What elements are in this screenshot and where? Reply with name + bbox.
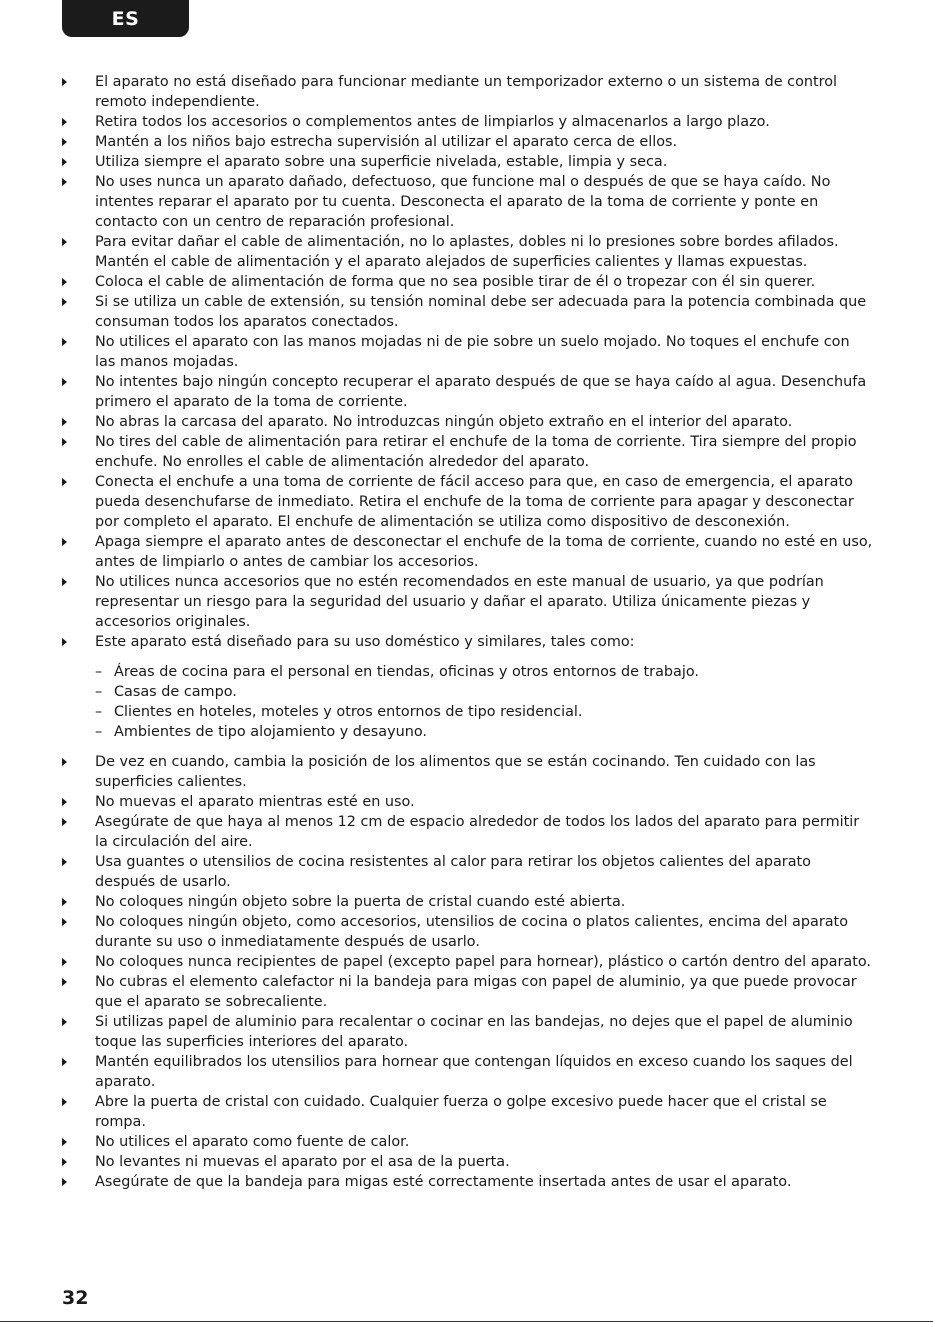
bullet-item: Mantén equilibrados los utensilios para hornear que contengan líquidos en exceso cuando los saques del aparato. bbox=[62, 1052, 874, 1092]
bullet-item: Retira todos los accesorios o complementos antes de limpiarlos y almacenarlos a largo plazo. bbox=[62, 112, 874, 132]
bullet-item: No abras la carcasa del aparato. No introduzcas ningún objeto extraño en el interior del aparato. bbox=[62, 412, 874, 432]
bullet-item: No intentes bajo ningún concepto recuperar el aparato después de que se haya caído al agua. Desenchufa primero el aparato de la toma de corriente. bbox=[62, 372, 874, 412]
dash-marker: – bbox=[95, 724, 103, 740]
bullet-item: No coloques nunca recipientes de papel (excepto papel para hornear), plástico o cartón dentro del aparato. bbox=[62, 952, 874, 972]
safety-instructions bbox=[62, 72, 874, 1192]
sub-list-item: – Clientes en hoteles, moteles y otros entornos de tipo residencial. bbox=[95, 704, 583, 720]
bullet-marker-icon bbox=[62, 178, 67, 186]
bullet-marker-icon bbox=[62, 758, 67, 766]
bullet-marker-icon bbox=[62, 898, 67, 906]
bullet-marker-icon bbox=[62, 78, 67, 86]
bullet-marker-icon bbox=[62, 138, 67, 146]
bullet-item: No tires del cable de alimentación para retirar el enchufe de la toma de corriente. Tira siempre del propio enchufe. No enrolles el cable de alimentación alrededor del aparato. bbox=[62, 432, 874, 472]
bullet-marker-icon bbox=[62, 1158, 67, 1166]
bullet-marker-icon bbox=[62, 378, 67, 386]
bullet-marker-icon bbox=[62, 1098, 67, 1106]
bullet-item: Este aparato está diseñado para su uso doméstico y similares, tales como: bbox=[62, 632, 874, 652]
bullet-item: No levantes ni muevas el aparato por el asa de la puerta. bbox=[62, 1152, 874, 1172]
bullet-marker-icon bbox=[62, 918, 67, 926]
bullet-marker-icon bbox=[62, 438, 67, 446]
bullet-list-b bbox=[62, 752, 874, 1192]
bullet-item: Coloca el cable de alimentación de forma que no sea posible tirar de él o tropezar con él sin querer. bbox=[62, 272, 874, 292]
bullet-item: De vez en cuando, cambia la posición de los alimentos que se están cocinando. Ten cuidado con las superficies calientes. bbox=[62, 752, 874, 792]
dash-marker: – bbox=[95, 704, 103, 720]
bullet-marker-icon bbox=[62, 1058, 67, 1066]
bullet-item: No utilices el aparato como fuente de calor. bbox=[62, 1132, 874, 1152]
bullet-marker-icon bbox=[62, 538, 67, 546]
bullet-item: Asegúrate de que haya al menos 12 cm de espacio alrededor de todos los lados del aparato para permitir la circulación del aire. bbox=[62, 812, 874, 852]
bottom-divider bbox=[0, 1321, 933, 1322]
bullet-marker-icon bbox=[62, 278, 67, 286]
bullet-item: El aparato no está diseñado para funcionar mediante un temporizador externo o un sistema de control remoto independiente. bbox=[62, 72, 874, 112]
bullet-item: Para evitar dañar el cable de alimentación, no lo aplastes, dobles ni lo presiones sobre bordes afilados. Mantén el cable de alimentación y el aparato alejados de superficies calientes y llamas expuestas. bbox=[62, 232, 874, 272]
bullet-item: Apaga siempre el aparato antes de desconectar el enchufe de la toma de corriente, cuando no esté en uso, antes de limpiarlo o antes de cambiar los accesorios. bbox=[62, 532, 874, 572]
language-code: ES bbox=[111, 7, 140, 30]
bullet-marker-icon bbox=[62, 1018, 67, 1026]
bullet-marker-icon bbox=[62, 978, 67, 986]
bullet-item: No cubras el elemento calefactor ni la bandeja para migas con papel de aluminio, ya que puede provocar que el aparato se sobrecaliente. bbox=[62, 972, 874, 1012]
bullet-marker-icon bbox=[62, 958, 67, 966]
bullet-item: No utilices el aparato con las manos mojadas ni de pie sobre un suelo mojado. No toques el enchufe con las manos mojadas. bbox=[62, 332, 874, 372]
bullet-item: No coloques ningún objeto sobre la puerta de cristal cuando esté abierta. bbox=[62, 892, 874, 912]
language-tab bbox=[62, 0, 189, 37]
bullet-item: No uses nunca un aparato dañado, defectuoso, que funcione mal o después de que se haya caído. No intentes reparar el aparato por tu cuenta. Desconecta el aparato de la toma de corriente y ponte en contacto con un centro de reparación profesional. bbox=[62, 172, 874, 232]
bullet-marker-icon bbox=[62, 418, 67, 426]
sub-list-item: – Casas de campo. bbox=[95, 684, 237, 700]
dash-marker: – bbox=[95, 664, 103, 680]
bullet-item: Mantén a los niños bajo estrecha supervisión al utilizar el aparato cerca de ellos. bbox=[62, 132, 874, 152]
page-number: 32 bbox=[62, 1287, 89, 1309]
usage-environments-list bbox=[95, 662, 874, 742]
bullet-marker-icon bbox=[62, 338, 67, 346]
bullet-marker-icon bbox=[62, 1138, 67, 1146]
bullet-marker-icon bbox=[62, 578, 67, 586]
bullet-item: Usa guantes o utensilios de cocina resistentes al calor para retirar los objetos calientes del aparato después de usarlo. bbox=[62, 852, 874, 892]
bullet-marker-icon bbox=[62, 118, 67, 126]
bullet-marker-icon bbox=[62, 818, 67, 826]
bullet-marker-icon bbox=[62, 238, 67, 246]
bullet-item: No utilices nunca accesorios que no estén recomendados en este manual de usuario, ya que podrían representar un riesgo para la seguridad del usuario y dañar el aparato. Utiliza únicamente piezas y accesorios originales. bbox=[62, 572, 874, 632]
bullet-item: No coloques ningún objeto, como accesorios, utensilios de cocina o platos calientes, encima del aparato durante su uso o inmediatamente después de usarlo. bbox=[62, 912, 874, 952]
bullet-list-a bbox=[62, 72, 874, 652]
dash-marker: – bbox=[95, 684, 103, 700]
bullet-item: No muevas el aparato mientras esté en uso. bbox=[62, 792, 874, 812]
bullet-item: Si utilizas papel de aluminio para recalentar o cocinar en las bandejas, no dejes que el papel de aluminio toque las superficies interiores del aparato. bbox=[62, 1012, 874, 1052]
bullet-item: Asegúrate de que la bandeja para migas esté correctamente insertada antes de usar el aparato. bbox=[62, 1172, 874, 1192]
bullet-marker-icon bbox=[62, 1178, 67, 1186]
bullet-marker-icon bbox=[62, 858, 67, 866]
bullet-marker-icon bbox=[62, 158, 67, 166]
bullet-marker-icon bbox=[62, 298, 67, 306]
sub-list-item: – Áreas de cocina para el personal en tiendas, oficinas y otros entornos de trabajo. bbox=[95, 664, 699, 680]
bullet-marker-icon bbox=[62, 798, 67, 806]
bullet-marker-icon bbox=[62, 638, 67, 646]
sub-list-item: – Ambientes de tipo alojamiento y desayuno. bbox=[95, 724, 427, 740]
bullet-marker-icon bbox=[62, 478, 67, 486]
bullet-item: Conecta el enchufe a una toma de corriente de fácil acceso para que, en caso de emergencia, el aparato pueda desenchufarse de inmediato. Retira el enchufe de la toma de corriente para apagar y desconectar por completo el aparato. El enchufe de alimentación se utiliza como dispositivo de desconexión. bbox=[62, 472, 874, 532]
bullet-item: Abre la puerta de cristal con cuidado. Cualquier fuerza o golpe excesivo puede hacer que el cristal se rompa. bbox=[62, 1092, 874, 1132]
bullet-item: Si se utiliza un cable de extensión, su tensión nominal debe ser adecuada para la potencia combinada que consuman todos los aparatos conectados. bbox=[62, 292, 874, 332]
bullet-item: Utiliza siempre el aparato sobre una superficie nivelada, estable, limpia y seca. bbox=[62, 152, 874, 172]
